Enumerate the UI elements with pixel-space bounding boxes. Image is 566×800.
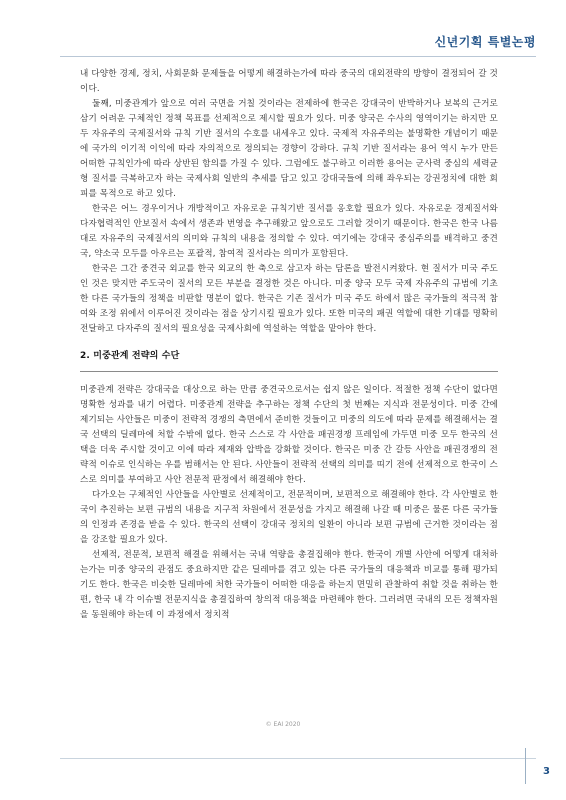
paragraph: 다가오는 구체적인 사안들을 사안별로 선제적이고, 전문적이며, 보편적으로 해결해야 한다. 각 사안별로 한국이 추진하는 보편 규범의 내용을 지구적 차원에서 전문성을 가지고 해결해 나갈 때 미중은 물론 다른 국가들의 인정과 존경을 받을 수 있다. 한국의 선택이 강대국 정치의 일환이 아니라 보편 규범에 근거한 것이라는 점을 강조할 필요가 있다. <box>80 490 498 545</box>
footer-copyright: © EAI 2020 <box>265 721 301 728</box>
paragraph: 미중관계 전략은 강대국을 대상으로 하는 만큼 중견국으로서는 쉽지 않은 일이다. 적절한 정책 수단이 없다면 명확한 성과를 내기 어렵다. 미중관계 전략을 추구하는 정책 수단의 첫 번째는 지식과 전문성이다. 미중 간에 제기되는 사안들은 미중이 전략적 경쟁의 측면에서 준비한 것들이고 미중의 의도에 따라 문제를 해결해서는 결국 선택의 딜레마에 처할 수밖에 없다. 한국 스스로 각 사안을 패권경쟁 프레임에 가두면 미중 모두 한국의 선택을 더욱 주시할 것이고 이에 따라 제재와 압박을 강화할 것이다. 한국은 미중 간 갈등 사안을 패권경쟁의 전략적 이슈로 인식하는 우를 범해서는 안 된다. 사안들이 전략적 선택의 의미를 띠기 전에 선제적으로 한국이 스스로 의미를 부여하고 사안 전문적 판정에서 해결해야 한다. <box>80 385 498 485</box>
header-divider <box>60 56 536 57</box>
header-title: 신년기획 특별논평 <box>434 35 536 49</box>
paragraph: 한국은 어느 경우이거나 개방적이고 자유로운 규칙기반 질서를 옹호할 필요가 있다. 자유로운 경제질서와 다자협력적인 안보질서 속에서 생존과 번영을 추구해왔고 앞으로도 그러할 것이기 때문이다. 한국은 한국 나름대로 자유주의 국제질서의 의미와 규칙의 내용을 정의할 수 있다. 여기에는 강대국 중심주의를 배격하고 중견국, 약소국 모두를 아우르는 포괄적, 참여적 질서라는 의미가 포함된다. <box>80 204 498 259</box>
page-header <box>0 0 566 56</box>
paragraph: 선제적, 전문적, 보편적 해결을 위해서는 국내 역량을 총결집해야 한다. 한국이 개별 사안에 어떻게 대처하는가는 미중 양국의 관점도 중요하지만 같은 딜레마를 겪고 있는 다른 국가들의 대응책과 비교를 통해 평가되기도 한다. 한국은 비슷한 딜레마에 처한 국가들이 어떠한 대응을 하는지 면밀히 관찰하여 취할 것을 취하는 한편, 한국 내 각 이슈별 전문지식을 총결집하여 창의적 대응책을 마련해야 한다. 그러려면 국내의 모든 정책자원을 동원해야 하는데 이 과정에서 정치적 <box>80 550 498 620</box>
document-body <box>80 67 498 623</box>
page-number: 3 <box>543 766 550 777</box>
section-heading: 2. 미중관계 전략의 수단 <box>80 349 498 372</box>
paragraph: 한국은 그간 중견국 외교를 한국 외교의 한 축으로 삼고자 하는 담론을 발전시켜왔다. 현 질서가 미국 주도인 것은 맞지만 주도국이 질서의 모든 부분을 결정한 것은 아니다. 미중 양국 모두 국제 자유주의 규범에 기초한 다른 국가들의 정책을 비판할 명분이 없다. 한국은 기존 질서가 미국 주도 하에서 많은 국가들의 적극적 참여와 조정 위에서 이루어진 것이라는 점을 상기시킬 필요가 있다. 또한 미국의 패권 역할에 대한 기대를 명확히 전달하고 다자주의 질서의 필요성을 국제사회에 역설하는 역할을 맡아야 한다. <box>80 264 498 334</box>
footer-divider <box>60 758 536 759</box>
page-number-divider <box>525 748 526 784</box>
paragraph-continued: 내 다양한 경제, 정치, 사회문화 문제들을 어떻게 해결하는가에 따라 중국의 대외전략의 방향이 결정되어 갈 것이다. <box>80 69 498 94</box>
paragraph: 둘째, 미중관계가 앞으로 여러 국면을 거칠 것이라는 전제하에 한국은 강대국이 반박하거나 보복의 근거로 삼기 어려운 구체적인 정책 목표를 선제적으로 제시할 필요가 있다. 미중 양국은 수사의 영역이기는 하지만 모두 자유주의 국제질서와 규칙 기반 질서의 수호를 내세우고 있다. 국제적 자유주의는 불명확한 개념이기 때문에 국가의 이기적 이익에 따라 자의적으로 정의되는 경향이 강하다. 규칙 기반 질서라는 용어 역시 누가 만든 어떠한 규칙인가에 따라 상반된 함의를 가질 수 있다. 그럼에도 불구하고 이러한 용어는 군사력 중심의 세력균형 질서를 극복하고자 하는 국제사회 일반의 추세를 담고 있고 강대국들에 의해 좌우되는 강권정치에 대한 회피를 목적으로 하고 있다. <box>80 99 498 199</box>
